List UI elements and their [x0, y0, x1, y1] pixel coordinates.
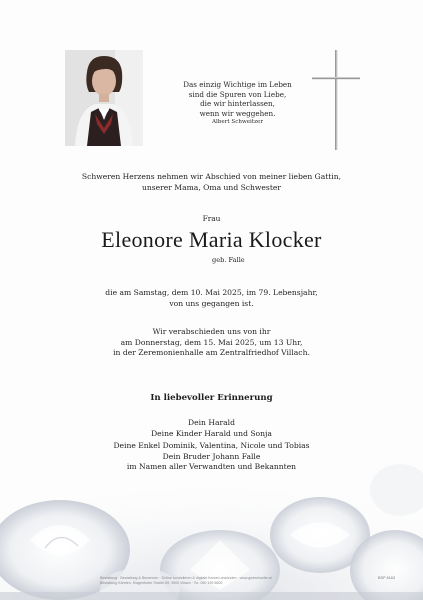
- death-line: von uns gegangen ist.: [169, 298, 254, 308]
- funeral-line: am Donnerstag, dem 15. Mai 2025, um 13 Uhr,: [120, 337, 303, 347]
- mourners-list: [0, 417, 423, 462]
- funeral-line: Wir verabschieden uns von ihr: [152, 327, 271, 336]
- death-notice: [0, 288, 423, 309]
- portrait-photo: [65, 50, 143, 146]
- funeral-line: in der Zeremonienhalle am Zentralfriedhof Villach.: [113, 348, 310, 357]
- death-line: die am Samstag, dem 10. Mai 2025, im 79. Lebensjahr,: [105, 288, 318, 297]
- mourner-line: Dein Bruder Johann Falle: [162, 451, 261, 461]
- mourner-line: Deine Enkel Dominik, Valentina, Nicole und Tobias: [113, 440, 310, 450]
- portrait-photo-image: [65, 50, 143, 146]
- quote-line: wenn wir weggehen.: [199, 108, 276, 118]
- cross-icon-graphic: [312, 50, 360, 150]
- print-code: BSP 6163: [378, 576, 396, 580]
- cross-icon: [312, 50, 360, 150]
- footer-line: Bestattung Kärnten, Klagenfurter Straße 69, 9500 Villach · Tel. 050 199 6600: [100, 580, 223, 585]
- quote-author: Albert Schweitzer: [211, 119, 264, 126]
- quote-line: sind die Spuren von Liebe,: [188, 89, 287, 99]
- mourner-line: Dein Harald: [188, 418, 235, 427]
- quote-block: [150, 80, 325, 126]
- footer-notice: [100, 576, 340, 586]
- mourner-line: Deine Kinder Harald und Sonja: [151, 429, 272, 439]
- birth-name: geb. Falle: [212, 256, 245, 264]
- intro-text: [0, 172, 423, 193]
- footer-line: Bestattung · Bestattung & Benennen · Online kondolieren & digitale Kerzen anzünden · www.gedenkseite.at: [100, 576, 272, 580]
- relatives-line: im Namen aller Verwandten und Bekannten: [126, 462, 297, 471]
- deceased-name: Eleonore Maria Klocker: [101, 227, 322, 252]
- quote-line: die wir hinterlassen,: [200, 99, 275, 109]
- quote-line: Das einzig Wichtige im Leben: [183, 80, 292, 89]
- funeral-notice: [0, 327, 423, 359]
- intro-line: unserer Mama, Oma und Schwester: [141, 182, 282, 192]
- intro-line: Schweren Herzens nehmen wir Abschied von meiner lieben Gattin,: [81, 172, 342, 181]
- memory-heading: In liebevoller Erinnerung: [150, 393, 273, 403]
- name-prefix: Frau: [202, 214, 221, 223]
